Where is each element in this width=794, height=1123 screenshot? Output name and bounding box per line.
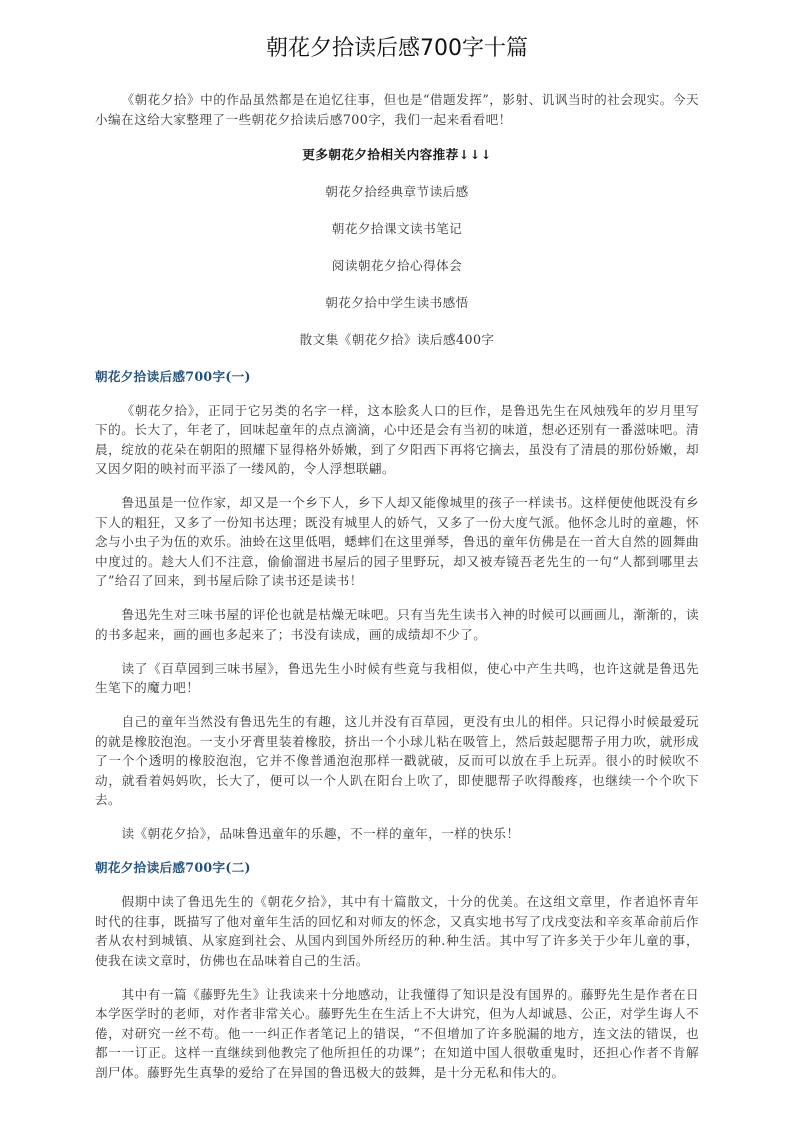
body-paragraph: 读《朝花夕拾》，品味鲁迅童年的乐趣，不一样的童年，一样的快乐！ bbox=[121, 826, 520, 841]
section-heading: 朝花夕拾读后感700字(一) bbox=[95, 368, 251, 384]
body-paragraph: 自己的童年当然没有鲁迅先生的有趣，这儿并没有百草园，更没有虫儿的相伴。只记得小时候最爱玩的就是橡胶泡泡。一支小牙膏里装着橡胶，挤出一个小球儿粘在吸管上，然后鼓起腮帮子用力吹，就形成了一个个透明的橡胶泡泡，它并不像普通泡泡那样一戳就破，反而可以放在手上玩弄。很小的时候吹不动，就看着妈妈吹，长大了，便可以一个人趴在阳台上吹了，即使腮帮子吹得酸疼，也继续一个个吹下去。 bbox=[95, 714, 699, 807]
body-paragraph: 《朝花夕拾》，正同于它另类的名字一样，这本脍炙人口的巨作，是鲁迅先生在风烛残年的岁月里写下的。长大了，年老了，回味起童年的点点滴滴，心中还是会有当初的味道，想必还别有一番滋味吧。清晨，绽放的花朵在朝阳的照耀下显得格外娇嫩，到了夕阳西下再将它摘去，虽没有了清晨的那份娇嫩，却又因夕阳的映衬而平添了一缕风韵，令人浮想联翩。 bbox=[95, 402, 699, 476]
page-title: 朝花夕拾读后感700字十篇 bbox=[266, 36, 528, 61]
body-paragraph: 其中有一篇《藤野先生》让我读来十分地感动，让我懂得了知识是没有国界的。藤野先生是作者在日本学医学时的老师，对作者非常关心。藤野先生在生活上不大讲究，但为人却诚恳、公正，对学生诲人不倦，对研究一丝不苟。他一一纠正作者笔记上的错误，“不但增加了许多脱漏的地方，连文法的错误，也都一一订正。这样一直继续到他教完了他所担任的功课”；在知道中国人很敬重鬼时，还担心作者不肯解剖尸体。藤野先生真挚的爱给了在异国的鲁迅极大的鼓舞，是十分无私和伟大的。 bbox=[95, 986, 699, 1080]
related-link[interactable]: 散文集《朝花夕拾》读后感400字 bbox=[299, 331, 495, 347]
related-link[interactable]: 朝花夕拾经典章节读后感 bbox=[325, 183, 469, 199]
related-link[interactable]: 阅读朝花夕拾心得体会 bbox=[331, 257, 463, 273]
related-links bbox=[95, 182, 699, 350]
body-paragraph: 鲁迅先生对三味书屋的评伦也就是枯燥无味吧。只有当先生读书入神的时候可以画画儿，渐渐的，读的书多起来，画的画也多起来了；书没有读成，画的成绩却不少了。 bbox=[95, 607, 699, 642]
body-paragraph: 读了《百草园到三味书屋》，鲁迅先生小时候有些竟与我相似，使心中产生共鸣，也许这就是鲁迅先生笔下的魔力吧！ bbox=[95, 660, 699, 695]
related-link[interactable]: 朝花夕拾课文读书笔记 bbox=[331, 220, 463, 236]
related-link[interactable]: 朝花夕拾中学生读书感悟 bbox=[325, 294, 469, 310]
body-paragraph: 假期中读了鲁迅先生的《朝花夕拾》，其中有十篇散文，十分的优美。在这组文章里，作者追怀青年时代的往事，既描写了他对童年生活的回忆和对师友的怀念，又真实地书写了戊戌变法和辛亥革命前后作者从农村到城镇、从家庭到社会、从国内到国外所经历的种.种生活。其中写了许多关于少年儿童的事，使我在读文章时，仿佛也在品味着自己的生活。 bbox=[95, 894, 699, 968]
related-content-label: 更多朝花夕拾相关内容推荐↓↓↓ bbox=[302, 147, 492, 162]
section-heading: 朝花夕拾读后感700字(二) bbox=[95, 860, 251, 875]
intro-paragraph: 《朝花夕拾》中的作品虽然都是在追忆往事，但也是“借题发挥”，影射、讥讽当时的社会现实。今天小编在这给大家整理了一些朝花夕拾读后感700字，我们一起来看看吧！ bbox=[95, 92, 699, 127]
body-paragraph: 鲁迅虽是一位作家，却又是一个乡下人，乡下人却又能像城里的孩子一样读书。这样便使他既没有乡下人的粗狂，又多了一份知书达理；既没有城里人的娇气，又多了一份大度气派。他怀念儿时的童趣，怀念与小虫子为伍的欢乐。油蛉在这里低唱，蟋蟀们在这里弹琴，鲁迅的童年仿佛是在一首大自然的圆舞曲中度过的。趁大人们不注意，偷偷溜进书屋后的园子里野玩，却又被寿镜吾老先生的一句“人都到哪里去了”给召了回来，到书屋后除了读书还是读书！ bbox=[95, 495, 699, 588]
